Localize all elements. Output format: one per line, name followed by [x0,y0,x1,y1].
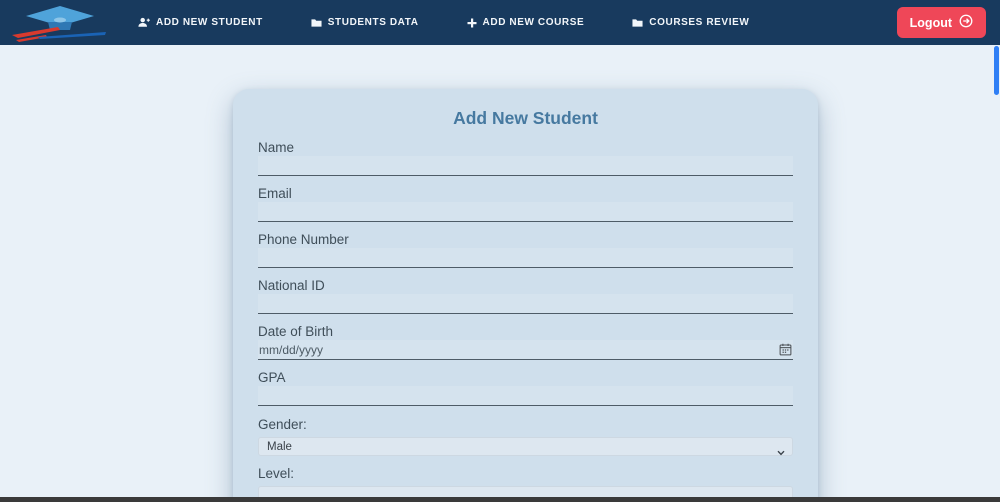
nav-item-add-new-student[interactable] [138,17,263,28]
gender-selected-value: Male [267,441,292,453]
calendar-icon[interactable] [778,342,793,357]
page-content [0,45,1000,502]
field-group-gpa [258,369,793,406]
scrollbar-thumb[interactable] [994,46,999,95]
nav-item-label: STUDENTS DATA [327,17,419,28]
field-group-phone [258,231,793,268]
chevron-down-icon [777,444,785,463]
nav-item-label: COURSES REVIEW [649,17,750,28]
field-group-dob [258,323,793,360]
nav-item-label: ADD NEW COURSE [482,17,585,28]
user-plus-icon [138,17,150,28]
add-student-form-card [233,89,818,502]
national-id-label: National ID [258,278,325,293]
name-input[interactable] [258,156,793,176]
folder-icon [632,18,643,28]
folder-icon [311,18,322,28]
nav-item-courses-review[interactable] [632,17,749,28]
date-of-birth-label: Date of Birth [258,324,334,339]
field-group-email [258,185,793,222]
phone-number-label: Phone Number [258,232,349,247]
nav-item-add-new-course[interactable] [467,17,585,28]
form-title: Add New Student [453,108,598,128]
app-logo[interactable] [10,2,110,44]
graduation-cap-logo-icon [10,3,110,43]
nav-menu [138,17,749,28]
email-label: Email [258,186,292,201]
level-label: Level: [258,466,295,481]
logout-button[interactable] [897,7,986,38]
phone-number-input[interactable] [258,248,793,268]
field-group-gender [258,416,793,456]
gpa-label: GPA [258,370,286,385]
email-input[interactable] [258,202,793,222]
plus-icon [467,18,477,28]
gender-select[interactable] [258,437,793,456]
nav-item-label: ADD NEW STUDENT [156,17,263,28]
field-group-national-id [258,277,793,314]
window-bottom-edge [0,497,1000,502]
nav-item-students-data[interactable] [311,17,419,28]
name-label: Name [258,140,295,155]
logout-button-label: Logout [909,15,952,30]
national-id-input[interactable] [258,294,793,314]
gender-label: Gender: [258,417,307,432]
gpa-input[interactable] [258,386,793,406]
field-group-name [258,139,793,176]
arrow-right-circle-icon [959,14,973,31]
date-of-birth-input[interactable] [258,341,778,359]
navbar [0,0,1000,45]
